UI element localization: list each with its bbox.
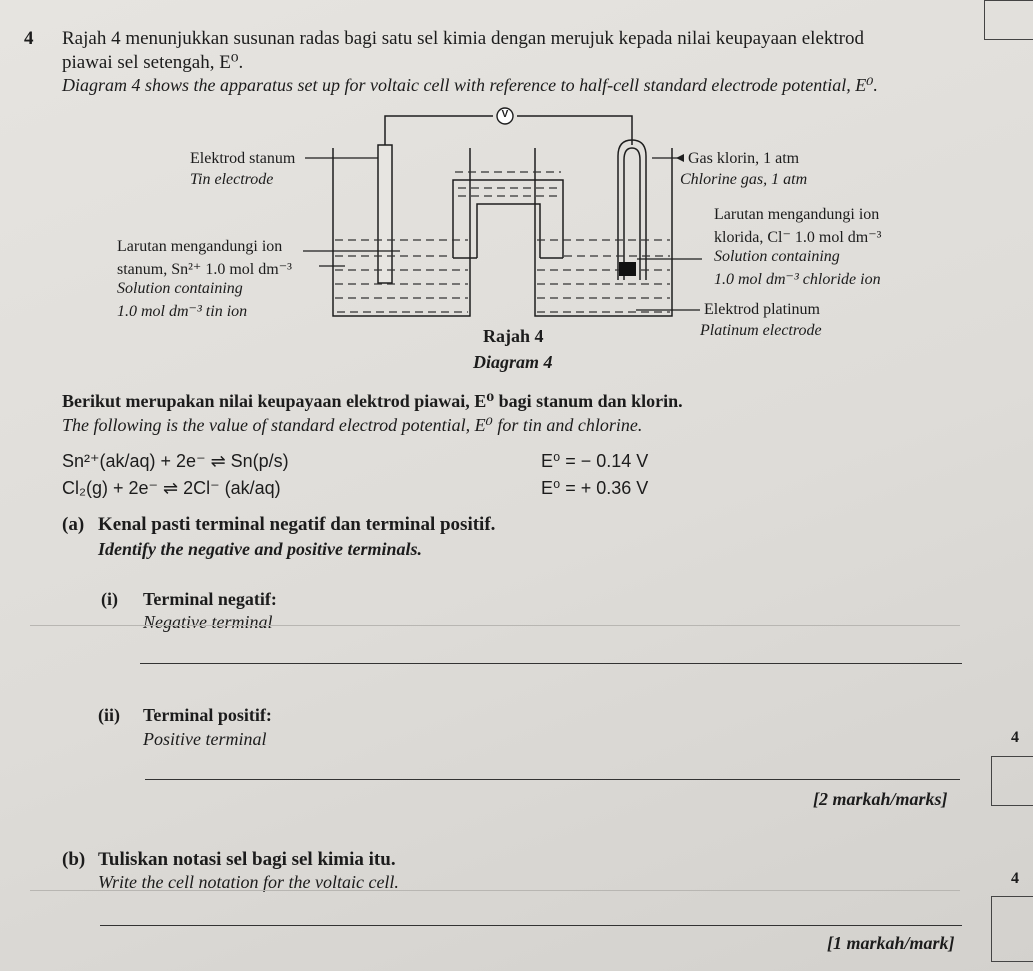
margin-number-b: 4	[1011, 870, 1019, 887]
equation-chlorine: Cl₂(g) + 2e⁻ ⇌ 2Cl⁻ (ak/aq)	[62, 478, 281, 498]
caption-en: Diagram 4	[473, 352, 553, 372]
answer-line-negative-terminal[interactable]	[140, 663, 962, 664]
part-a-text-ms: Kenal pasti terminal negatif dan terminal positif.	[98, 514, 496, 535]
faint-rule	[30, 890, 960, 891]
faint-rule	[30, 625, 960, 626]
margin-number-a: 4	[1011, 729, 1019, 746]
part-a-ii-text-en: Positive terminal	[143, 729, 267, 749]
label-tin-solution-ms-1: Larutan mengandungi ion	[117, 238, 283, 255]
label-chloride-solution-ms-1: Larutan mengandungi ion	[714, 206, 880, 223]
label-tin-solution-en-1: Solution containing	[117, 280, 243, 297]
label-chloride-solution-ms-2: klorida, Cl⁻ 1.0 mol dm⁻³	[714, 229, 882, 246]
label-chlorine-gas-ms: Gas klorin, 1 atm	[688, 150, 800, 167]
potential-tin: E⁰ = − 0.14 V	[541, 451, 649, 471]
part-b-text-en: Write the cell notation for the voltaic cell.	[98, 872, 399, 892]
margin-box-a	[991, 756, 1033, 806]
part-b-marks: [1 markah/mark]	[827, 933, 955, 953]
beaker-right	[535, 148, 672, 316]
margin-box-b	[991, 896, 1033, 962]
tin-electrode-rod	[378, 145, 392, 283]
label-tin-electrode-en: Tin electrode	[190, 171, 274, 188]
part-a-i-text-ms: Terminal negatif:	[143, 589, 277, 609]
label-chloride-solution-en-2: 1.0 mol dm⁻³ chloride ion	[714, 271, 881, 288]
label-tin-electrode-ms: Elektrod stanum	[190, 150, 296, 167]
salt-bridge-inner	[477, 204, 540, 258]
potentials-intro-ms: Berikut merupakan nilai keupayaan elektrod piawai, E⁰ bagi stanum dan klorin.	[62, 391, 683, 411]
equation-tin: Sn²⁺(ak/aq) + 2e⁻ ⇌ Sn(p/s)	[62, 451, 289, 471]
potential-chlorine: E⁰ = + 0.36 V	[541, 478, 649, 498]
part-b-text-ms: Tuliskan notasi sel bagi sel kimia itu.	[98, 849, 396, 870]
beaker-left	[333, 148, 470, 316]
label-tin-solution-ms-2: stanum, Sn²⁺ 1.0 mol dm⁻³	[117, 261, 292, 278]
label-platinum-electrode-en: Platinum electrode	[700, 322, 822, 339]
intro-ms-line2: piawai sel setengah, E⁰.	[62, 52, 244, 73]
label-chlorine-gas-en: Chlorine gas, 1 atm	[680, 171, 808, 188]
part-b-label: (b)	[62, 849, 86, 870]
intro-ms-line1: Rajah 4 menunjukkan susunan radas bagi satu sel kimia dengan merujuk kepada nilai keupayaan elektrod	[62, 28, 864, 49]
label-tin-solution-en-2: 1.0 mol dm⁻³ tin ion	[117, 303, 248, 320]
question-number: 4	[24, 28, 34, 49]
wire-right	[517, 116, 632, 145]
platinum-electrode	[619, 262, 636, 276]
part-a-marks: [2 markah/marks]	[813, 789, 948, 809]
label-platinum-electrode-ms: Elektrod platinum	[704, 301, 820, 318]
intro-en: Diagram 4 shows the apparatus set up for voltaic cell with reference to half-cell standard electrode potential, E⁰.	[62, 75, 878, 95]
part-a-text-en: Identify the negative and positive terminals.	[98, 539, 422, 559]
wire-left	[385, 116, 493, 145]
part-a-i-label: (i)	[101, 589, 118, 609]
part-a-ii-label: (ii)	[98, 705, 120, 725]
part-a-label: (a)	[62, 514, 85, 535]
potentials-intro-en: The following is the value of standard electrod potential, E⁰ for tin and chlorine.	[62, 415, 643, 435]
caption-ms: Rajah 4	[483, 326, 544, 346]
answer-line-positive-terminal[interactable]	[145, 779, 960, 780]
part-a-ii-text-ms: Terminal positif:	[143, 705, 272, 725]
voltmeter-label: V	[501, 109, 509, 120]
answer-line-cell-notation[interactable]	[100, 925, 962, 926]
part-a-i-text-en: Negative terminal	[143, 612, 273, 632]
label-chloride-solution-en-1: Solution containing	[714, 248, 840, 265]
